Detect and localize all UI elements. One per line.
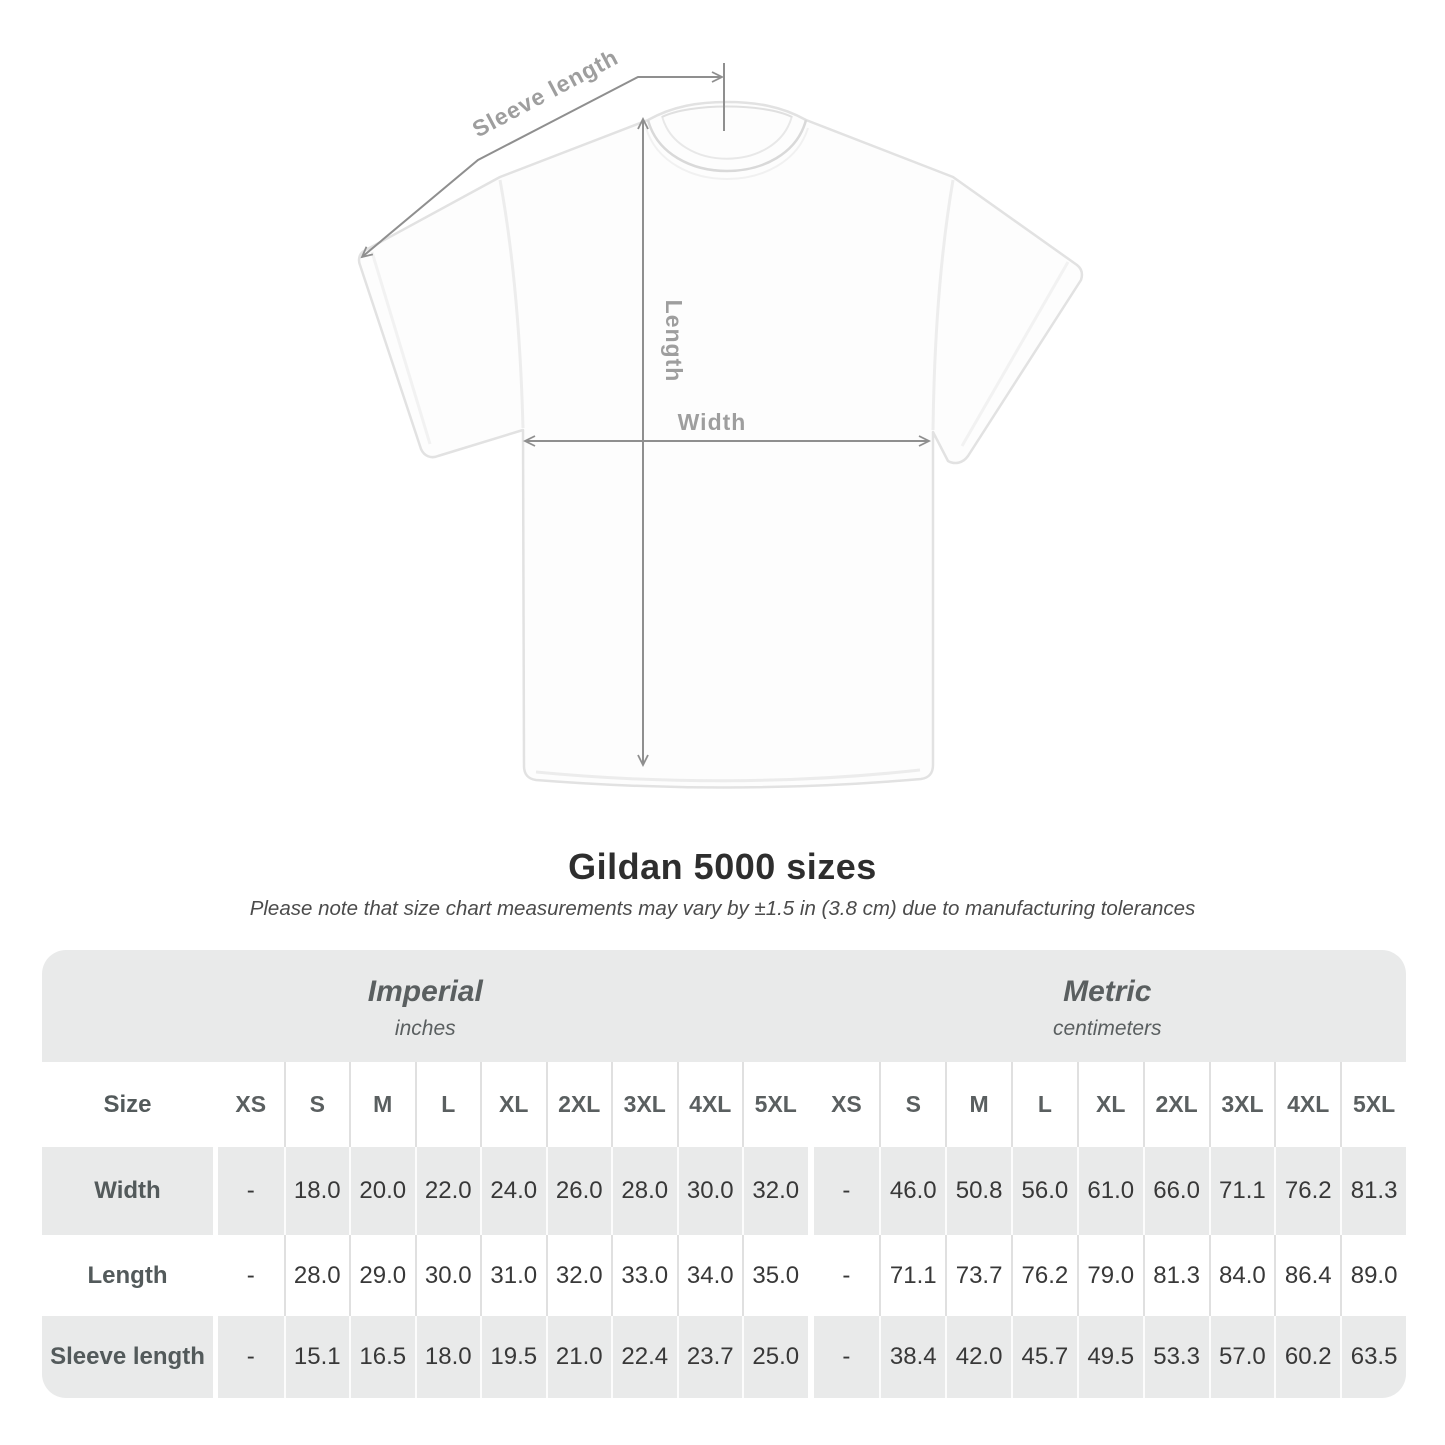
value-cell: 81.3 (1340, 1147, 1406, 1235)
metric-size-header: 2XL (1143, 1062, 1209, 1147)
value-cell: 49.5 (1077, 1316, 1143, 1398)
value-cell: 76.2 (1274, 1147, 1340, 1235)
value-cell: 21.0 (546, 1316, 612, 1398)
length-label: Length (661, 299, 687, 383)
value-cell: - (218, 1316, 284, 1398)
value-cell: 71.1 (1209, 1147, 1275, 1235)
value-cell: 29.0 (349, 1235, 415, 1316)
imperial-size-header: S (284, 1062, 350, 1147)
size-column-header: Size (42, 1062, 213, 1147)
value-cell: 71.1 (879, 1235, 945, 1316)
metric-unit-label: centimeters (1053, 1017, 1162, 1040)
value-cell: 18.0 (284, 1147, 350, 1235)
metric-size-header: S (879, 1062, 945, 1147)
value-cell: 66.0 (1143, 1147, 1209, 1235)
value-cell: 73.7 (945, 1235, 1011, 1316)
value-cell: 32.0 (742, 1147, 808, 1235)
value-cell: 89.0 (1340, 1235, 1406, 1316)
metric-size-header: 4XL (1274, 1062, 1340, 1147)
value-cell: 23.7 (677, 1316, 743, 1398)
metric-label: Metric (1063, 975, 1152, 1008)
value-cell: 30.0 (677, 1147, 743, 1235)
value-cell: 38.4 (879, 1316, 945, 1398)
value-cell: 32.0 (546, 1235, 612, 1316)
value-cell: 84.0 (1209, 1235, 1275, 1316)
imperial-size-header: 4XL (677, 1062, 743, 1147)
imperial-size-header: XL (480, 1062, 546, 1147)
row-label-length: Length (42, 1235, 213, 1316)
row-label-sleeve-length: Sleeve length (42, 1316, 213, 1398)
value-cell: 63.5 (1340, 1316, 1406, 1398)
value-cell: 22.0 (415, 1147, 481, 1235)
value-cell: 81.3 (1143, 1235, 1209, 1316)
imperial-header-group (42, 950, 809, 1062)
imperial-size-header: 2XL (546, 1062, 612, 1147)
value-cell: 15.1 (284, 1316, 350, 1398)
value-cell: 60.2 (1274, 1316, 1340, 1398)
imperial-size-header: M (349, 1062, 415, 1147)
imperial-size-header: L (415, 1062, 481, 1147)
imperial-unit-label: inches (394, 1017, 456, 1040)
value-cell: 86.4 (1274, 1235, 1340, 1316)
value-cell: 22.4 (611, 1316, 677, 1398)
imperial-size-header: 3XL (611, 1062, 677, 1147)
value-cell: - (814, 1147, 880, 1235)
value-cell: 18.0 (415, 1316, 481, 1398)
value-cell: 61.0 (1077, 1147, 1143, 1235)
value-cell: 57.0 (1209, 1316, 1275, 1398)
metric-size-header: L (1011, 1062, 1077, 1147)
value-cell: 30.0 (415, 1235, 481, 1316)
value-cell: 35.0 (742, 1235, 808, 1316)
size-chart-table (42, 950, 1406, 1398)
value-cell: 79.0 (1077, 1235, 1143, 1316)
value-cell: 28.0 (611, 1147, 677, 1235)
metric-size-header: XS (814, 1062, 880, 1147)
imperial-label: Imperial (367, 975, 483, 1008)
metric-size-header: M (945, 1062, 1011, 1147)
value-cell: 20.0 (349, 1147, 415, 1235)
value-cell: 16.5 (349, 1316, 415, 1398)
value-cell: 24.0 (480, 1147, 546, 1235)
row-label-width: Width (42, 1147, 213, 1235)
unit-header-band (42, 950, 1406, 1062)
value-cell: - (814, 1235, 880, 1316)
value-cell: - (814, 1316, 880, 1398)
imperial-size-header: XS (218, 1062, 284, 1147)
value-cell: 25.0 (742, 1316, 808, 1398)
value-cell: 76.2 (1011, 1235, 1077, 1316)
value-cell: 42.0 (945, 1316, 1011, 1398)
value-cell: 53.3 (1143, 1316, 1209, 1398)
metric-size-header: XL (1077, 1062, 1143, 1147)
value-cell: 45.7 (1011, 1316, 1077, 1398)
metric-size-header: 5XL (1340, 1062, 1406, 1147)
value-cell: 33.0 (611, 1235, 677, 1316)
page-title: Gildan 5000 sizes (568, 846, 877, 887)
value-cell: 46.0 (879, 1147, 945, 1235)
tshirt-illustration (359, 102, 1082, 787)
value-cell: - (218, 1235, 284, 1316)
value-cell: 34.0 (677, 1235, 743, 1316)
metric-header-group (809, 950, 1406, 1062)
value-cell: 28.0 (284, 1235, 350, 1316)
value-cell: 31.0 (480, 1235, 546, 1316)
title-block (0, 846, 1445, 921)
imperial-size-header: 5XL (742, 1062, 808, 1147)
value-cell: - (218, 1147, 284, 1235)
metric-size-header: 3XL (1209, 1062, 1275, 1147)
size-table-grid (42, 1062, 1406, 1398)
tolerance-note: Please note that size chart measurements may vary by ±1.5 in (3.8 cm) due to manufacturing tolerances (249, 897, 1196, 920)
value-cell: 19.5 (480, 1316, 546, 1398)
value-cell: 26.0 (546, 1147, 612, 1235)
width-label: Width (677, 409, 747, 435)
value-cell: 56.0 (1011, 1147, 1077, 1235)
value-cell: 50.8 (945, 1147, 1011, 1235)
sleeve-length-label: Sleeve length (467, 43, 623, 143)
